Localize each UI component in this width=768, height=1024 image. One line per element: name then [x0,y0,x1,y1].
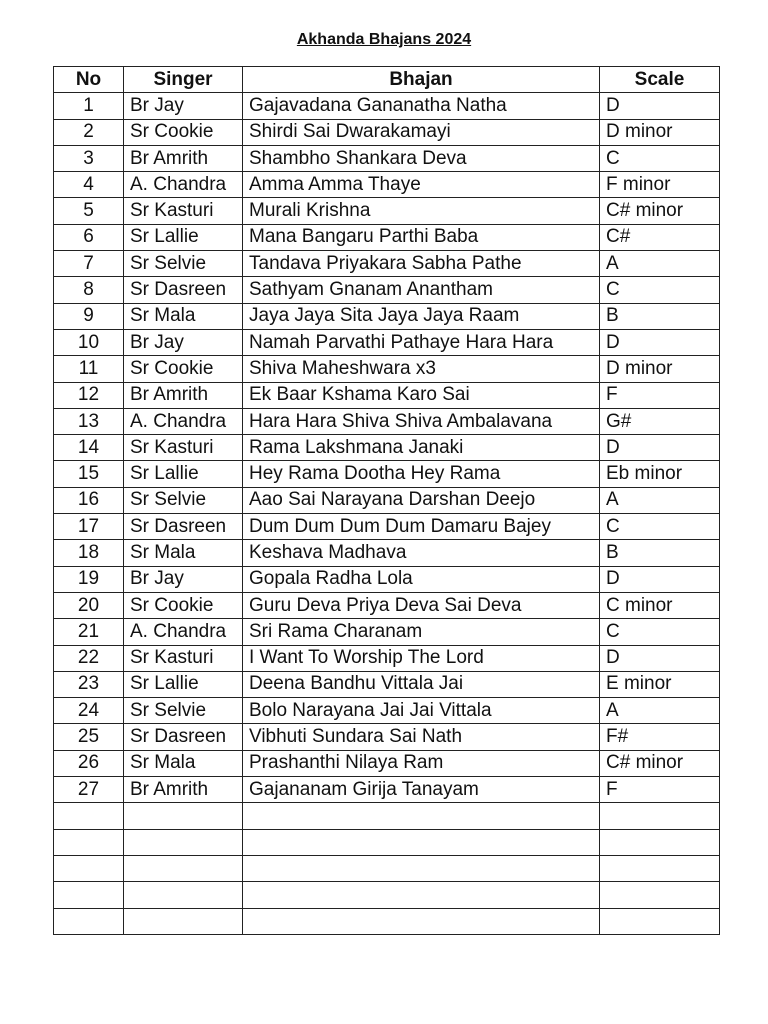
cell-no: 23 [54,671,124,697]
cell-scale [600,882,720,908]
cell-no: 19 [54,566,124,592]
cell-singer [124,803,243,829]
cell-no: 8 [54,277,124,303]
cell-singer: Br Amrith [124,382,243,408]
table-row [54,645,720,671]
cell-scale: D minor [600,356,720,382]
cell-bhajan: Sri Rama Charanam [243,619,600,645]
cell-bhajan [243,829,600,855]
cell-bhajan: Bolo Narayana Jai Jai Vittala [243,698,600,724]
cell-bhajan: Namah Parvathi Pathaye Hara Hara [243,329,600,355]
header-no: No [54,67,124,93]
cell-no: 12 [54,382,124,408]
table-row [54,540,720,566]
cell-no: 22 [54,645,124,671]
cell-no: 4 [54,172,124,198]
cell-scale: B [600,540,720,566]
cell-singer: Sr Cookie [124,119,243,145]
cell-no: 17 [54,514,124,540]
cell-singer: Sr Lallie [124,461,243,487]
cell-bhajan: Prashanthi Nilaya Ram [243,750,600,776]
cell-no: 27 [54,777,124,803]
cell-bhajan: Deena Bandhu Vittala Jai [243,671,600,697]
cell-singer: A. Chandra [124,408,243,434]
cell-bhajan: Vibhuti Sundara Sai Nath [243,724,600,750]
cell-no: 14 [54,435,124,461]
cell-bhajan: Tandava Priyakara Sabha Pathe [243,251,600,277]
cell-singer: A. Chandra [124,619,243,645]
table-row [54,435,720,461]
cell-no: 21 [54,619,124,645]
cell-singer: Br Amrith [124,777,243,803]
cell-scale: F# [600,724,720,750]
table-row [54,172,720,198]
cell-singer: Sr Selvie [124,487,243,513]
table-row [54,803,720,829]
cell-singer: Sr Mala [124,303,243,329]
cell-singer: Br Jay [124,329,243,355]
cell-scale: C [600,145,720,171]
table-row [54,487,720,513]
cell-bhajan: Keshava Madhava [243,540,600,566]
cell-singer: Sr Dasreen [124,277,243,303]
cell-singer: Sr Dasreen [124,514,243,540]
document-title: Akhanda Bhajans 2024 [296,31,472,48]
table-row [54,408,720,434]
cell-bhajan: Gopala Radha Lola [243,566,600,592]
cell-singer [124,882,243,908]
cell-singer: Sr Mala [124,540,243,566]
cell-bhajan: Mana Bangaru Parthi Baba [243,224,600,250]
header-singer: Singer [124,67,243,93]
cell-no: 5 [54,198,124,224]
cell-no [54,908,124,934]
cell-bhajan [243,803,600,829]
cell-scale: C [600,277,720,303]
cell-singer [124,855,243,881]
cell-no: 1 [54,93,124,119]
table-row [54,145,720,171]
cell-no [54,829,124,855]
table-row [54,303,720,329]
cell-scale [600,855,720,881]
cell-scale [600,829,720,855]
cell-singer [124,829,243,855]
table-row [54,224,720,250]
cell-no: 18 [54,540,124,566]
cell-bhajan: Murali Krishna [243,198,600,224]
cell-scale: D [600,435,720,461]
cell-no: 3 [54,145,124,171]
cell-singer: A. Chandra [124,172,243,198]
cell-bhajan: Sathyam Gnanam Anantham [243,277,600,303]
cell-bhajan: Guru Deva Priya Deva Sai Deva [243,592,600,618]
table-row [54,382,720,408]
cell-bhajan: Gajananam Girija Tanayam [243,777,600,803]
cell-no: 2 [54,119,124,145]
cell-scale: D minor [600,119,720,145]
cell-singer: Br Amrith [124,145,243,171]
cell-no: 10 [54,329,124,355]
cell-scale: C# minor [600,750,720,776]
table-row [54,619,720,645]
table-row [54,829,720,855]
cell-no: 25 [54,724,124,750]
cell-bhajan: Shiva Maheshwara x3 [243,356,600,382]
table-row [54,592,720,618]
cell-scale [600,803,720,829]
table-row [54,198,720,224]
cell-singer: Sr Kasturi [124,435,243,461]
cell-scale: C minor [600,592,720,618]
cell-scale: A [600,487,720,513]
cell-no: 26 [54,750,124,776]
cell-bhajan: Rama Lakshmana Janaki [243,435,600,461]
cell-bhajan: Hey Rama Dootha Hey Rama [243,461,600,487]
cell-bhajan: Aao Sai Narayana Darshan Deejo [243,487,600,513]
table-header [54,67,720,93]
header-scale: Scale [600,67,720,93]
table-row [54,514,720,540]
cell-scale: B [600,303,720,329]
table-row [54,671,720,697]
cell-scale: D [600,329,720,355]
cell-no: 20 [54,592,124,618]
cell-singer: Br Jay [124,566,243,592]
cell-singer: Sr Lallie [124,224,243,250]
table-row [54,698,720,724]
cell-scale: C [600,514,720,540]
table-row [54,724,720,750]
table-row [54,93,720,119]
cell-no: 9 [54,303,124,329]
table-row [54,750,720,776]
table-row [54,356,720,382]
cell-singer: Sr Kasturi [124,198,243,224]
cell-singer: Br Jay [124,93,243,119]
cell-scale: C [600,619,720,645]
cell-singer: Sr Kasturi [124,645,243,671]
cell-singer: Sr Dasreen [124,724,243,750]
table-body [54,93,720,935]
cell-bhajan [243,908,600,934]
cell-no: 15 [54,461,124,487]
cell-bhajan: Amma Amma Thaye [243,172,600,198]
cell-scale: A [600,251,720,277]
cell-singer: Sr Cookie [124,592,243,618]
cell-no [54,803,124,829]
cell-scale: F [600,382,720,408]
cell-scale: C# minor [600,198,720,224]
cell-scale: E minor [600,671,720,697]
table-row [54,461,720,487]
cell-scale: D [600,645,720,671]
cell-no: 24 [54,698,124,724]
cell-bhajan: Gajavadana Gananatha Natha [243,93,600,119]
cell-no: 7 [54,251,124,277]
cell-no: 16 [54,487,124,513]
cell-no: 11 [54,356,124,382]
cell-bhajan: I Want To Worship The Lord [243,645,600,671]
cell-bhajan: Hara Hara Shiva Shiva Ambalavana [243,408,600,434]
table-row [54,566,720,592]
cell-scale [600,908,720,934]
cell-singer: Sr Cookie [124,356,243,382]
bhajan-table [53,66,720,935]
cell-scale: Eb minor [600,461,720,487]
table-row [54,908,720,934]
cell-bhajan [243,855,600,881]
cell-no: 13 [54,408,124,434]
cell-bhajan: Shambho Shankara Deva [243,145,600,171]
cell-scale: G# [600,408,720,434]
cell-scale: D [600,566,720,592]
cell-bhajan: Shirdi Sai Dwarakamayi [243,119,600,145]
cell-no [54,855,124,881]
cell-no [54,882,124,908]
cell-scale: A [600,698,720,724]
table-row [54,251,720,277]
cell-singer: Sr Mala [124,750,243,776]
cell-bhajan: Jaya Jaya Sita Jaya Jaya Raam [243,303,600,329]
table-row [54,855,720,881]
cell-singer: Sr Lallie [124,671,243,697]
table-row [54,329,720,355]
table-row [54,882,720,908]
table-row [54,277,720,303]
table-row [54,777,720,803]
cell-bhajan: Dum Dum Dum Dum Damaru Bajey [243,514,600,540]
cell-bhajan: Ek Baar Kshama Karo Sai [243,382,600,408]
cell-scale: F [600,777,720,803]
cell-singer: Sr Selvie [124,251,243,277]
cell-bhajan [243,882,600,908]
cell-scale: D [600,93,720,119]
cell-scale: F minor [600,172,720,198]
cell-singer [124,908,243,934]
cell-singer: Sr Selvie [124,698,243,724]
table-row [54,119,720,145]
cell-no: 6 [54,224,124,250]
header-bhajan: Bhajan [243,67,600,93]
cell-scale: C# [600,224,720,250]
header-row [54,67,720,93]
